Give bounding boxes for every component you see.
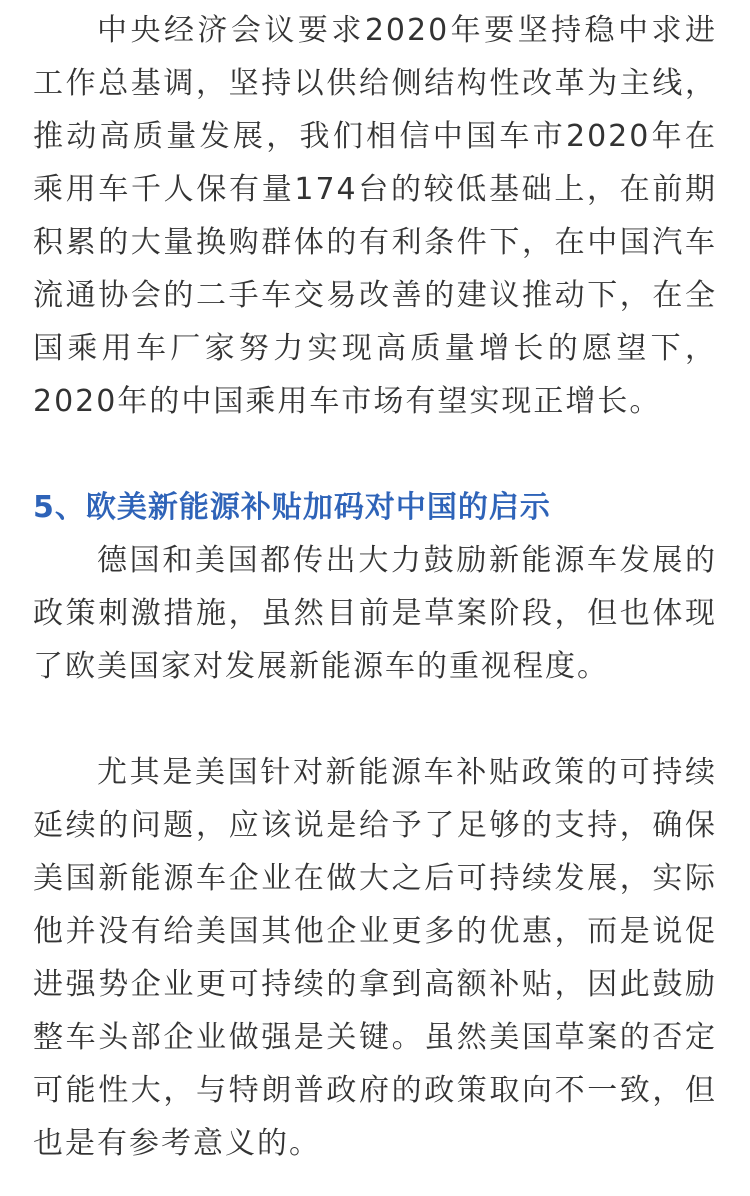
section-heading: 5、欧美新能源补贴加码对中国的启示 <box>33 490 551 525</box>
article-body <box>33 0 717 1170</box>
paragraph-subsidy-overview: 德国和美国都传出大力鼓励新能源车发展的政策刺激措施，虽然目前是草案阶段，但也体现了欧美国家对发展新能源车的重视程度。 <box>33 543 717 684</box>
paragraph-market-outlook: 中央经济会议要求2020年要坚持稳中求进工作总基调，坚持以供给侧结构性改革为主线，推动高质量发展，我们相信中国车市2020年在乘用车千人保有量174台的较低基础上，在前期积累的大量换购群体的有利条件下，在中国汽车流通协会的二手车交易改善的建议推动下，在全国乘用车厂家努力实现高质量增长的愿望下，2020年的中国乘用车市场有望实现正增长。 <box>33 13 717 419</box>
paragraph-us-subsidy-policy: 尤其是美国针对新能源车补贴政策的可持续延续的问题，应该说是给予了足够的支持，确保美国新能源车企业在做大之后可持续发展，实际他并没有给美国其他企业更多的优惠，而是说促进强势企业更可持续的拿到高额补贴，因此鼓励整车头部企业做强是关键。虽然美国草案的否定可能性大，与特朗普政府的政策取向不一致，但也是有参考意义的。 <box>33 755 717 1161</box>
